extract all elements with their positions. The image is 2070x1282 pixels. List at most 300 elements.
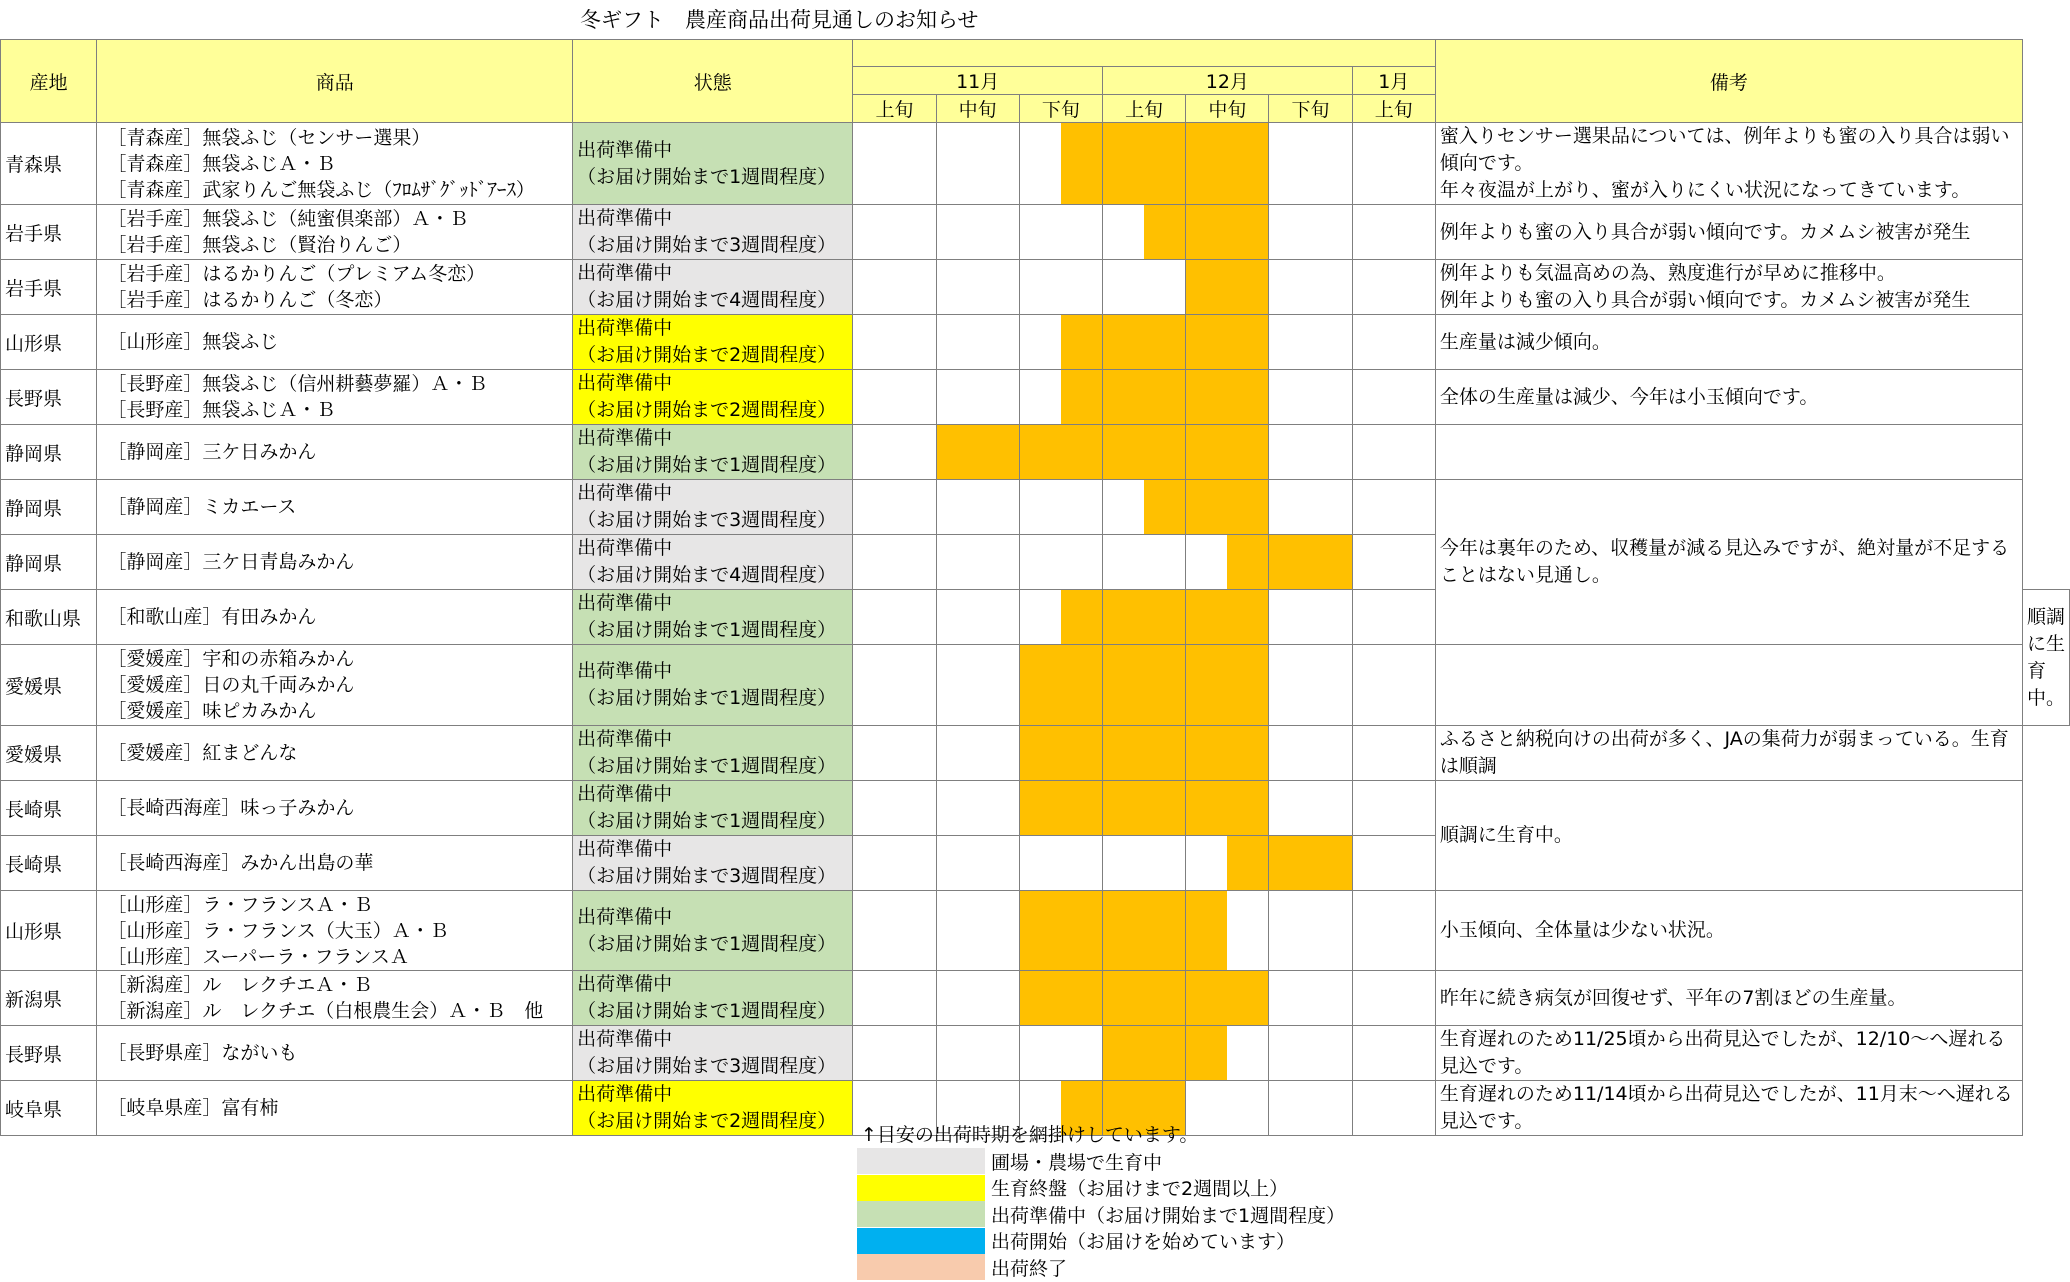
legend-label: 出荷準備中（お届け開始まで1週間程度） — [991, 1204, 1346, 1227]
status-line: 出荷準備中 — [577, 838, 673, 860]
status-cell — [573, 971, 853, 1026]
period-cell — [1103, 726, 1186, 781]
period-cell — [1269, 836, 1352, 891]
region-cell: 静岡県 — [1, 535, 97, 590]
remarks-line: 今年は裏年のため、収穫量が減る見込みですが、絶対量が不足することはない見通し。 — [1439, 537, 2010, 586]
product-cell — [97, 535, 573, 590]
period-cell — [1103, 123, 1186, 205]
remarks-line: 順調に生育中。 — [1439, 824, 1573, 846]
product-line: ［長野県産］ながいも — [107, 1042, 298, 1064]
period-cell — [853, 123, 936, 205]
period-cell — [1186, 971, 1269, 1026]
table-row — [1, 260, 2070, 315]
period-cell — [1352, 123, 1435, 205]
product-line: ［静岡産］三ケ日青島みかん — [107, 551, 355, 573]
status-line: 出荷準備中 — [577, 728, 673, 750]
legend-label: 出荷開始（お届けを始めています） — [991, 1231, 1296, 1254]
status-line: （お届け開始まで2週間程度） — [577, 1110, 837, 1132]
product-cell — [97, 836, 573, 891]
period-cell — [1019, 260, 1102, 315]
remarks-cell — [1435, 480, 2022, 645]
period-cell — [853, 891, 936, 971]
legend-label: 圃場・農場で生育中 — [991, 1151, 1163, 1174]
product-line: ［静岡産］ミカエース — [107, 496, 297, 518]
legend-swatch — [857, 1228, 985, 1254]
period-cell — [1269, 590, 1352, 645]
region-cell: 岐阜県 — [1, 1081, 97, 1136]
product-cell — [97, 726, 573, 781]
remarks-line: 全体の生産量は減少、今年は小玉傾向です。 — [1439, 385, 1819, 408]
period-shade — [1227, 836, 1268, 890]
status-line: 出荷準備中 — [577, 1083, 673, 1105]
period-cell — [1103, 480, 1186, 535]
region-cell: 静岡県 — [1, 425, 97, 480]
period-cell — [936, 971, 1019, 1026]
region-cell: 山形県 — [1, 315, 97, 370]
period-cell — [1103, 891, 1186, 971]
status-line: 出荷準備中 — [577, 592, 673, 614]
period-cell — [1352, 836, 1435, 891]
product-line: ［愛媛産］紅まどんな — [107, 742, 298, 764]
period-cell — [1103, 370, 1186, 425]
period-cell — [853, 971, 936, 1026]
schedule-body — [1, 123, 2070, 1136]
status-line: （お届け開始まで1週間程度） — [577, 1000, 837, 1022]
legend-swatch — [857, 1148, 985, 1174]
period-cell — [1352, 260, 1435, 315]
period-cell — [853, 480, 936, 535]
remarks-cell — [1435, 1026, 2022, 1081]
product-line: ［長崎西海産］味っ子みかん — [107, 797, 355, 819]
status-cell — [573, 535, 853, 590]
product-line: ［新潟産］ル レクチエ（白根農生会）Ａ・Ｂ 他 — [107, 1000, 544, 1022]
period-cell — [1103, 535, 1186, 590]
table-row — [1, 891, 2070, 971]
status-line: （お届け開始まで3週間程度） — [577, 1055, 837, 1077]
period-cell — [853, 590, 936, 645]
status-line: 出荷準備中 — [577, 207, 673, 229]
product-line: ［岩手産］無袋ふじ（純蜜倶楽部）Ａ・Ｂ — [107, 208, 469, 230]
period-cell — [1269, 315, 1352, 370]
header-product: 商品 — [97, 40, 573, 123]
period-cell — [1186, 425, 1269, 480]
header-month: 1月 — [1352, 67, 1435, 95]
remarks-cell — [1435, 891, 2022, 971]
status-line: （お届け開始まで4週間程度） — [577, 289, 837, 311]
legend-items — [857, 1148, 1345, 1281]
table-row — [1, 480, 2070, 535]
period-cell — [936, 1026, 1019, 1081]
period-cell — [1186, 480, 1269, 535]
status-line: （お届け開始まで2週間程度） — [577, 344, 837, 366]
period-cell — [1186, 535, 1269, 590]
product-line: ［和歌山産］有田みかん — [107, 606, 317, 628]
product-line: ［山形産］スーパーラ・フランスＡ — [107, 945, 409, 968]
period-cell — [1352, 205, 1435, 260]
remarks-line: 順調に生育中。 — [2027, 605, 2066, 709]
status-cell — [573, 315, 853, 370]
product-cell — [97, 123, 573, 205]
header-period: 下旬 — [1019, 95, 1102, 123]
period-cell — [1103, 315, 1186, 370]
header-period: 上旬 — [1103, 95, 1186, 123]
legend-item — [857, 1228, 1345, 1255]
legend-label: 出荷終了 — [991, 1257, 1068, 1280]
product-cell — [97, 205, 573, 260]
header-period: 中旬 — [936, 95, 1019, 123]
period-cell — [1269, 726, 1352, 781]
status-line: （お届け開始まで3週間程度） — [577, 509, 837, 531]
status-line: （お届け開始まで1週間程度） — [577, 165, 837, 188]
product-cell — [97, 781, 573, 836]
legend-item — [857, 1201, 1345, 1228]
header-month: 11月 — [853, 67, 1103, 95]
period-cell — [1019, 1026, 1102, 1081]
period-cell — [936, 836, 1019, 891]
period-cell — [1186, 836, 1269, 891]
status-line: 出荷準備中 — [577, 372, 673, 394]
period-cell — [1269, 781, 1352, 836]
remarks-cell — [1435, 781, 2022, 891]
period-cell — [1186, 726, 1269, 781]
region-cell: 愛媛県 — [1, 726, 97, 781]
period-cell — [1019, 535, 1102, 590]
period-shade — [1186, 1026, 1227, 1080]
status-line: 出荷準備中 — [577, 317, 673, 339]
period-cell — [1269, 370, 1352, 425]
period-cell — [1269, 645, 1352, 726]
region-cell: 長崎県 — [1, 836, 97, 891]
legend-caption: ↑目安の出荷時期を網掛けしています。 — [861, 1124, 1199, 1146]
status-cell — [573, 123, 853, 205]
remarks-line: 例年よりも蜜の入り具合が弱い傾向です。カメムシ被害が発生 — [1439, 289, 1971, 311]
period-cell — [1269, 891, 1352, 971]
period-cell — [1269, 480, 1352, 535]
period-cell — [1186, 260, 1269, 315]
status-cell — [573, 836, 853, 891]
status-line: （お届け開始まで1週間程度） — [577, 755, 837, 777]
header-row-top — [1, 40, 2070, 67]
period-cell — [1186, 891, 1269, 971]
period-shade — [1061, 123, 1102, 204]
period-cell — [1019, 645, 1102, 726]
period-cell — [853, 425, 936, 480]
period-cell — [936, 123, 1019, 205]
period-cell — [1186, 123, 1269, 205]
period-cell — [1186, 205, 1269, 260]
product-line: ［静岡産］三ケ日みかん — [107, 441, 317, 463]
legend-swatch — [857, 1201, 985, 1227]
period-shade — [1061, 370, 1102, 424]
product-line: ［岩手産］はるかりんご（冬恋） — [107, 289, 393, 311]
period-cell — [1269, 123, 1352, 205]
period-cell — [1103, 971, 1186, 1026]
remarks-cell — [1435, 425, 2022, 480]
period-cell — [936, 726, 1019, 781]
table-row — [1, 781, 2070, 836]
table-row — [1, 1026, 2070, 1081]
period-cell — [1103, 645, 1186, 726]
legend — [857, 1122, 1345, 1281]
period-cell — [1352, 645, 1435, 726]
period-cell — [1186, 645, 1269, 726]
status-cell — [573, 1081, 853, 1136]
period-cell — [1019, 590, 1102, 645]
legend-swatch — [857, 1175, 985, 1201]
header-status: 状態 — [573, 40, 853, 123]
status-cell — [573, 1026, 853, 1081]
period-cell — [853, 781, 936, 836]
period-cell — [1352, 315, 1435, 370]
period-cell — [1269, 205, 1352, 260]
period-cell — [853, 205, 936, 260]
period-cell — [1019, 370, 1102, 425]
region-cell: 長野県 — [1, 1026, 97, 1081]
legend-swatch — [857, 1254, 985, 1280]
remarks-line: 例年よりも蜜の入り具合が弱い傾向です。カメムシ被害が発生 — [1439, 220, 1971, 243]
product-cell — [97, 971, 573, 1026]
table-row — [1, 123, 2070, 205]
product-cell — [97, 260, 573, 315]
remarks-cell — [1435, 315, 2022, 370]
status-line: 出荷準備中 — [577, 1028, 673, 1050]
remarks-cell — [2023, 590, 2070, 726]
region-cell: 青森県 — [1, 123, 97, 205]
period-cell — [1269, 535, 1352, 590]
region-cell: 長崎県 — [1, 781, 97, 836]
region-cell: 新潟県 — [1, 971, 97, 1026]
product-line: ［愛媛産］日の丸千両みかん — [107, 674, 355, 696]
period-cell — [936, 370, 1019, 425]
period-cell — [936, 590, 1019, 645]
product-cell — [97, 315, 573, 370]
region-cell: 山形県 — [1, 891, 97, 971]
period-cell — [1352, 1026, 1435, 1081]
period-cell — [1019, 480, 1102, 535]
product-line: ［長野産］無袋ふじ（信州耕藝夢羅）Ａ・Ｂ — [107, 373, 488, 395]
period-cell — [853, 315, 936, 370]
status-cell — [573, 590, 853, 645]
period-cell — [1352, 480, 1435, 535]
period-cell — [853, 645, 936, 726]
period-shade — [1186, 891, 1227, 970]
status-line: （お届け開始まで4週間程度） — [577, 564, 837, 586]
remarks-line: 生育遅れのため11/14頃から出荷見込でしたが、11月末～へ遅れる見込です。 — [1439, 1083, 2013, 1132]
period-cell — [1019, 205, 1102, 260]
status-cell — [573, 726, 853, 781]
status-line: （お届け開始まで1週間程度） — [577, 454, 837, 476]
table-row — [1, 971, 2070, 1026]
period-cell — [853, 726, 936, 781]
product-line: ［新潟産］ル レクチエＡ・Ｂ — [107, 974, 373, 996]
status-line: （お届け開始まで1週間程度） — [577, 810, 837, 832]
product-line: ［山形産］ラ・フランスＡ・Ｂ — [107, 893, 373, 916]
status-line: （お届け開始まで1週間程度） — [577, 687, 837, 709]
product-line: ［岩手産］無袋ふじ（賢治りんご） — [107, 234, 412, 256]
period-cell — [1103, 425, 1186, 480]
remarks-cell — [1435, 123, 2022, 205]
period-cell — [1352, 370, 1435, 425]
remarks-line: 生産量は減少傾向。 — [1439, 330, 1611, 353]
table-row — [1, 370, 2070, 425]
table-row — [1, 205, 2070, 260]
period-cell — [936, 205, 1019, 260]
period-cell — [1352, 425, 1435, 480]
period-cell — [1103, 260, 1186, 315]
status-cell — [573, 205, 853, 260]
header-blank — [853, 40, 1436, 67]
product-cell — [97, 590, 573, 645]
remarks-line: 小玉傾向、全体量は少ない状況。 — [1439, 919, 1725, 941]
status-cell — [573, 370, 853, 425]
product-line: ［山形産］ラ・フランス（大玉）Ａ・Ｂ — [107, 919, 449, 942]
remarks-line: ふるさと納税向けの出荷が多く、JAの集荷力が弱まっている。生育は順調 — [1439, 728, 2009, 777]
period-cell — [1186, 781, 1269, 836]
period-cell — [1352, 726, 1435, 781]
period-shade — [1144, 480, 1185, 534]
period-cell — [853, 1026, 936, 1081]
remarks-cell — [1435, 260, 2022, 315]
period-cell — [936, 781, 1019, 836]
status-cell — [573, 645, 853, 726]
period-cell — [1269, 1026, 1352, 1081]
remarks-cell — [1435, 971, 2022, 1026]
period-cell — [1186, 370, 1269, 425]
period-cell — [853, 370, 936, 425]
period-cell — [1019, 425, 1102, 480]
period-cell — [1103, 205, 1186, 260]
period-shade — [1061, 315, 1102, 369]
product-line: ［青森産］無袋ふじＡ・Ｂ — [107, 152, 336, 175]
status-line: 出荷準備中 — [577, 973, 673, 995]
region-cell: 長野県 — [1, 370, 97, 425]
status-line: 出荷準備中 — [577, 482, 673, 504]
product-line: ［岩手産］はるかりんご（プレミアム冬恋） — [107, 263, 486, 285]
page-title: 冬ギフト 農産商品出荷見通しのお知らせ — [580, 8, 979, 32]
period-cell — [1269, 260, 1352, 315]
header-period: 下旬 — [1269, 95, 1352, 123]
table-row — [1, 726, 2070, 781]
period-cell — [853, 260, 936, 315]
period-cell — [1019, 123, 1102, 205]
status-line: 出荷準備中 — [577, 427, 673, 449]
product-line: ［山形産］無袋ふじ — [107, 331, 279, 353]
region-cell: 和歌山県 — [1, 590, 97, 645]
header-period: 中旬 — [1186, 95, 1269, 123]
status-cell — [573, 480, 853, 535]
product-line: ［青森産］無袋ふじ（センサー選果） — [107, 126, 431, 149]
period-cell — [853, 836, 936, 891]
product-line: ［長野産］無袋ふじＡ・Ｂ — [107, 399, 336, 421]
table-row — [1, 315, 2070, 370]
status-line: 出荷準備中 — [577, 660, 673, 682]
period-cell — [936, 891, 1019, 971]
period-cell — [1352, 590, 1435, 645]
period-cell — [936, 535, 1019, 590]
header-region: 産地 — [1, 40, 97, 123]
remarks-line: 例年よりも気温高めの為、熟度進行が早めに推移中。 — [1439, 262, 1896, 284]
period-cell — [936, 425, 1019, 480]
status-line: 出荷準備中 — [577, 905, 673, 928]
period-cell — [1103, 781, 1186, 836]
period-shade — [1227, 535, 1268, 589]
remarks-cell — [1435, 726, 2022, 781]
product-cell — [97, 645, 573, 726]
period-shade — [1061, 590, 1102, 644]
header-period: 上旬 — [853, 95, 936, 123]
period-cell — [1103, 590, 1186, 645]
product-line: ［長崎西海産］みかん出島の華 — [107, 852, 374, 874]
period-cell — [1186, 315, 1269, 370]
status-line: （お届け開始まで1週間程度） — [577, 932, 837, 955]
header-remarks: 備考 — [1435, 40, 2022, 123]
period-cell — [1186, 590, 1269, 645]
period-cell — [936, 645, 1019, 726]
status-line: 出荷準備中 — [577, 783, 673, 805]
product-line: ［愛媛産］味ピカみかん — [107, 700, 317, 722]
period-cell — [853, 535, 936, 590]
remarks-cell — [1435, 370, 2022, 425]
remarks-line: 生育遅れのため11/25頃から出荷見込でしたが、12/10～へ遅れる見込です。 — [1439, 1028, 2006, 1077]
status-line: （お届け開始まで3週間程度） — [577, 234, 837, 256]
shipment-schedule-table — [0, 39, 2070, 1136]
period-cell — [1352, 971, 1435, 1026]
remarks-cell — [1435, 1081, 2022, 1136]
period-cell — [1352, 535, 1435, 590]
remarks-cell — [1435, 205, 2022, 260]
table-row — [1, 425, 2070, 480]
period-cell — [936, 260, 1019, 315]
product-cell — [97, 480, 573, 535]
period-cell — [1019, 315, 1102, 370]
remarks-line: 蜜入りセンサー選果品については、例年よりも蜜の入り具合は弱い傾向です。 — [1439, 125, 2010, 174]
period-cell — [1269, 971, 1352, 1026]
status-cell — [573, 781, 853, 836]
period-cell — [1019, 836, 1102, 891]
product-cell — [97, 370, 573, 425]
product-cell — [97, 425, 573, 480]
period-shade — [1144, 205, 1185, 259]
period-cell — [1352, 891, 1435, 971]
period-cell — [1352, 781, 1435, 836]
region-cell: 愛媛県 — [1, 645, 97, 726]
legend-item — [857, 1254, 1345, 1281]
period-cell — [1269, 425, 1352, 480]
remarks-line: 年々夜温が上がり、蜜が入りにくい状況になってきています。 — [1439, 179, 1971, 201]
status-line: 出荷準備中 — [577, 138, 673, 161]
period-cell — [1019, 971, 1102, 1026]
remarks-line: 昨年に続き病気が回復せず、平年の7割ほどの生産量。 — [1439, 986, 1907, 1009]
header-month: 12月 — [1103, 67, 1353, 95]
status-line: 出荷準備中 — [577, 262, 673, 284]
status-line: 出荷準備中 — [577, 537, 673, 559]
region-cell: 静岡県 — [1, 480, 97, 535]
period-cell — [1103, 836, 1186, 891]
period-cell — [1186, 1026, 1269, 1081]
period-cell — [1019, 891, 1102, 971]
period-cell — [1019, 726, 1102, 781]
product-line: ［愛媛産］宇和の赤箱みかん — [107, 648, 355, 670]
status-cell — [573, 260, 853, 315]
region-cell: 岩手県 — [1, 205, 97, 260]
header-period: 上旬 — [1352, 95, 1435, 123]
status-line: （お届け開始まで2週間程度） — [577, 399, 837, 421]
legend-label: 生育終盤（お届けまで2週間以上） — [991, 1178, 1289, 1201]
product-line: ［岐阜県産］富有柿 — [107, 1097, 279, 1119]
status-cell — [573, 891, 853, 971]
status-line: （お届け開始まで3週間程度） — [577, 865, 837, 887]
period-cell — [1352, 1081, 1435, 1136]
